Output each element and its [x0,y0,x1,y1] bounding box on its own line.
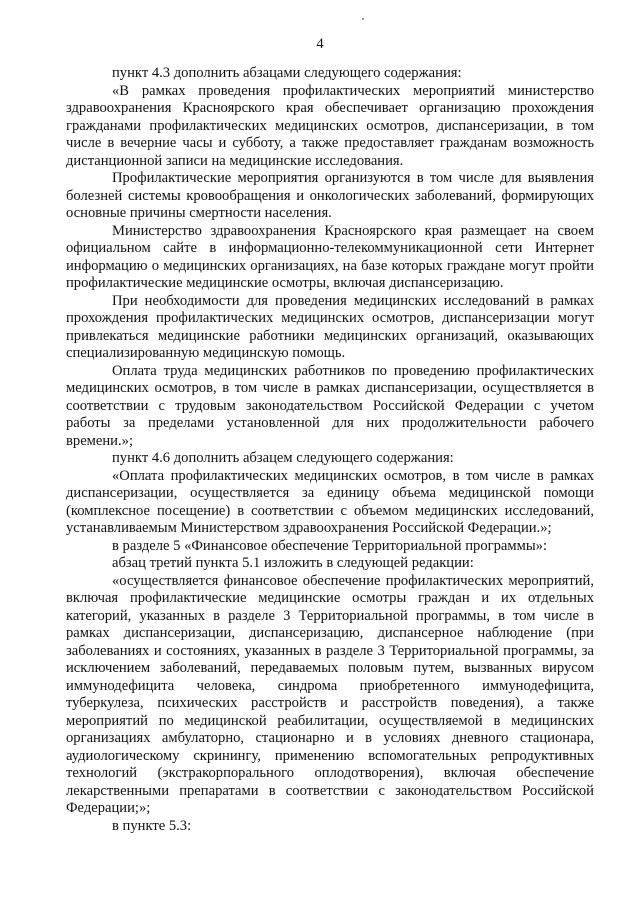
paragraph-section-5: в разделе 5 «Финансовое обеспечение Территориальной программы»: [112,537,548,554]
paragraph-specialists: При необходимости для проведения медицинских исследований в рамках прохождения профилактических медицинских осмотров, диспансеризации могут привлекаться медицинские работники медицинских организаций, оказывающих специализированную медицинскую помощь. [66,292,594,361]
document-body [66,65,594,835]
paragraph-exam-payment: «Оплата профилактических медицинских осмотров, в том числе в рамках диспансеризации, осуществляется за единицу объема медицинской помощи (комплексное посещение) в соответствии с объемом медицинских исследований, устанавливаемым Министерством здравоохранения Российской Федерации.»; [66,467,594,536]
paragraph-amend-5-3: в пункте 5.3: [112,817,192,834]
paragraph-ministry-website: Министерство здравоохранения Красноярского края размещает на своем официальном сайте в информационно-телекоммуникационной сети Интернет информацию о медицинских организациях, на базе которых граждане могут пройти профилактические медицинские осмотры, включая диспансеризацию. [66,222,594,291]
paragraph-amend-5-1: абзац третий пункта 5.1 изложить в следующей редакции: [112,555,474,571]
paragraph-financing-text: «осуществляется финансовое обеспечение профилактических мероприятий, включая профилактические медицинские осмотры граждан и их отдельных категорий, указанных в разделе 3 Территориальной программы, в том числе в рамках диспансеризации, диспансеризацию, диспансерное наблюдение (при заболеваниях и состояниях, указанных в разделе 3 Территориальной программы, за исключением заболеваний, передаваемых половым путем, вызванных вирусом иммунодефицита человека, синдрома приобретенного иммунодефицита, туберкулеза, психических расстройств и расстройств поведения), а также мероприятий по медицинской реабилитации, осуществляемой в медицинских организациях амбулаторно, стационарно и в условиях дневного стационара, аудиологическому скринингу, применению вспомогательных репродуктивных технологий (экстракорпорального оплодотворения), включая обеспечение лекарственными препаратами в соответствии с законодательством Российской Федерации;»; [66,572,594,816]
scan-speck [362,18,364,20]
paragraph-amend-4-6: пункт 4.6 дополнить абзацем следующего содержания: [112,450,454,466]
paragraph-preventive-measures: «В рамках проведения профилактических мероприятий министерство здравоохранения Красноярского края обеспечивает организацию прохождения гражданами профилактических медицинских осмотров, диспансеризации, в том числе в вечерние часы и субботу, а также предоставляет гражданам возможность дистанционной записи на медицинские исследования. [66,82,594,169]
paragraph-disease-detection: Профилактические мероприятия организуются в том числе для выявления болезней системы кровообращения и онкологических заболеваний, формирующих основные причины смертности населения. [66,170,594,221]
paragraph-labor-payment: Оплата труда медицинских работников по проведению профилактических медицинских осмотров, в том числе в рамках диспансеризации, осуществляется в соответствии с трудовым законодательством Российской Федерации с учетом работы за пределами установленной для них продолжительности рабочего времени.»; [66,362,594,449]
paragraph-amend-4-3: пункт 4.3 дополнить абзацами следующего содержания: [112,65,462,81]
page-number: 4 [316,36,324,52]
